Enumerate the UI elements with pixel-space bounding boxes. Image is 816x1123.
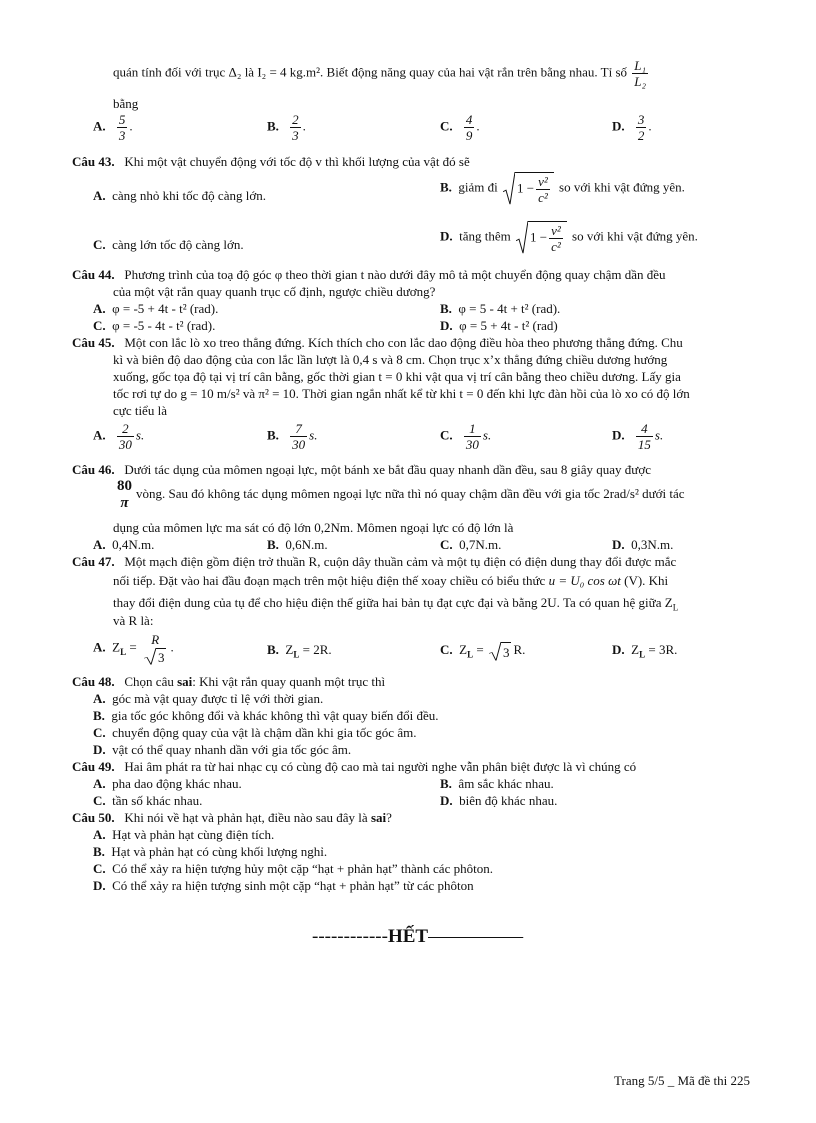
q49-option-c xyxy=(93,792,202,809)
question-text: nối tiếp. Đặt vào hai đầu đoạn mạch trên một hiệu điện thế xoay chiều có biểu thức xyxy=(113,573,546,588)
q42-intro-line xyxy=(113,58,650,89)
q45-line3: xuống, gốc tọa độ tại vị trí cân bằng, gốc thời gian t = 0 khi vật qua vị trí cân bằng theo chiều dương. Lấy gia xyxy=(113,369,681,384)
option-label: B. xyxy=(440,179,452,195)
q49-option-a xyxy=(93,775,242,792)
option-label: A. xyxy=(93,691,106,706)
question-number: Câu 43. xyxy=(72,154,115,169)
frac-num: 5 xyxy=(118,112,126,127)
question-text: (V). Khi xyxy=(624,573,669,588)
q43-option-d xyxy=(440,221,698,254)
unit: s. xyxy=(135,427,145,443)
q45-option-d xyxy=(612,421,663,452)
end-dash-left: ------------ xyxy=(312,926,388,947)
q45-a-fraction xyxy=(117,421,134,452)
question-number: Câu 48. xyxy=(72,674,115,689)
option-text: chuyển động quay của vật là chậm dần khi gia tốc góc âm. xyxy=(112,725,417,740)
option-label: B. xyxy=(267,118,279,134)
q42-a-fraction xyxy=(117,112,128,143)
unit: s. xyxy=(482,427,492,443)
q45-b-fraction xyxy=(290,421,307,452)
option-text: Hạt và phản hạt có cùng khối lượng nghỉ. xyxy=(111,844,328,859)
q46-80-over-pi xyxy=(115,478,134,512)
frac-num: 7 xyxy=(295,421,302,436)
option-text: vật có thể quay nhanh dần với gia tốc góc âm. xyxy=(112,742,352,757)
q42-ratio-den: L₂ xyxy=(634,74,647,89)
frac-dot: . xyxy=(648,118,652,134)
frac-den: 30 xyxy=(118,437,132,452)
frac-dot: . xyxy=(476,118,480,134)
option-text: Hạt và phản hạt cùng điện tích. xyxy=(112,827,275,842)
option-label: B. xyxy=(93,708,105,723)
q45-option-b xyxy=(267,421,317,452)
q50-option-c xyxy=(93,860,493,877)
q49-option-b xyxy=(440,775,554,792)
subscript: L xyxy=(467,649,474,660)
q42-option-b xyxy=(267,112,306,143)
q44-stem xyxy=(72,266,666,283)
zl-symbol: Z xyxy=(112,639,121,655)
option-text: pha dao động khác nhau. xyxy=(112,776,242,791)
frac-den: c² xyxy=(551,239,561,254)
option-text: 0,7N.m. xyxy=(459,537,502,552)
frac-num: 2 xyxy=(292,112,299,127)
option-text: φ = 5 + 4t - t² (rad) xyxy=(459,318,558,333)
root-one: 1 − xyxy=(517,180,535,196)
question-text: Hai âm phát ra từ hai nhạc cụ có cùng độ cao mà tai người nghe vẫn phân biệt được là vì chúng có xyxy=(124,759,637,774)
voltage-formula: u = U₀ cos ωt xyxy=(548,573,621,588)
frac-num: 3 xyxy=(637,112,645,127)
subscript: L xyxy=(120,646,127,657)
frac-den: c² xyxy=(538,190,548,205)
q47-option-d xyxy=(612,641,677,664)
option-text: R. xyxy=(513,642,526,657)
frac-den: 30 xyxy=(292,437,306,452)
option-label: A. xyxy=(93,427,106,443)
q44-option-d xyxy=(440,317,558,334)
q42-b-fraction xyxy=(290,112,301,143)
q42-intro: quán tính đối với trục Δ₂ là I₂ = 4 kg.m². Biết động năng quay của hai vật rắn trên bằng nhau. Tỉ số xyxy=(113,64,628,80)
q45-c-fraction xyxy=(464,421,481,452)
frac-num: v² xyxy=(538,174,548,189)
q43-option-c xyxy=(93,236,244,253)
option-label: B. xyxy=(440,776,452,791)
q42-d-fraction xyxy=(636,112,647,143)
q47-line2 xyxy=(113,572,668,589)
q47-line4: và R là: xyxy=(113,613,154,628)
q47-option-a xyxy=(93,632,174,665)
option-label: C. xyxy=(440,642,453,657)
option-label: D. xyxy=(612,642,625,657)
q42-tail: bằng xyxy=(113,96,139,111)
q46-option-c xyxy=(440,536,501,553)
emphasis: sai xyxy=(177,674,193,689)
option-text: tần số khác nhau. xyxy=(112,793,203,808)
q44-stem-line2: của một vật rắn quay quanh trục cố định, ngược chiều dương? xyxy=(113,284,436,299)
q46-line3: dụng của mômen lực ma sát có độ lớn 0,2Nm. Mômen ngoại lực có độ lớn là xyxy=(113,520,514,535)
frac-num: 4 xyxy=(465,112,473,127)
sqrt-expression xyxy=(503,172,554,205)
frac-dot: . xyxy=(302,118,306,134)
q49-option-d xyxy=(440,792,557,809)
question-number: Câu 50. xyxy=(72,810,115,825)
option-label: B. xyxy=(93,844,105,859)
option-text: = 2R. xyxy=(299,642,332,657)
option-text: góc mà vật quay được tỉ lệ với thời gian. xyxy=(112,691,324,706)
v2-over-c2 xyxy=(549,223,563,254)
question-number: Câu 45. xyxy=(72,335,115,350)
option-label: B. xyxy=(267,427,279,443)
q48-option-d xyxy=(93,741,351,758)
q49-stem xyxy=(72,758,636,775)
q44-option-b xyxy=(440,300,560,317)
question-number: Câu 44. xyxy=(72,267,115,282)
q50-option-d xyxy=(93,877,474,894)
q44-option-c xyxy=(93,317,215,334)
option-label: D. xyxy=(440,793,453,808)
question-number: Câu 47. xyxy=(72,554,115,569)
equals: = xyxy=(126,639,140,655)
option-text: giảm đi xyxy=(458,179,498,195)
subscript: L xyxy=(293,649,300,660)
q50-stem xyxy=(72,809,392,826)
option-text: gia tốc góc không đổi và khác không thì vật quay biến đổi đều. xyxy=(111,708,439,723)
frac-num: 80 xyxy=(117,478,132,494)
option-text: φ = -5 - 4t - t² (rad). xyxy=(112,318,216,333)
q48-option-a xyxy=(93,690,323,707)
q46-option-b xyxy=(267,536,328,553)
option-label: B. xyxy=(440,301,452,316)
question-text: ? xyxy=(386,810,392,825)
frac-num: v² xyxy=(551,223,561,238)
option-label: D. xyxy=(612,118,625,134)
question-text: Chọn câu xyxy=(124,674,174,689)
subscript: L xyxy=(672,602,679,613)
q42-option-a xyxy=(93,112,133,143)
option-text: tăng thêm xyxy=(459,228,511,244)
option-text: 0,4N.m. xyxy=(112,537,155,552)
unit: s. xyxy=(654,427,664,443)
radical-sign-icon xyxy=(489,642,501,661)
r-over-sqrt3 xyxy=(142,632,169,665)
end-dash-right: ――――― xyxy=(428,926,524,947)
option-label: C. xyxy=(440,427,453,443)
end-marker xyxy=(312,928,523,945)
frac-den: 30 xyxy=(465,437,479,452)
v2-over-c2 xyxy=(536,174,550,205)
q48-option-b xyxy=(93,707,439,724)
option-label: D. xyxy=(612,427,625,443)
frac-dot: . xyxy=(170,639,174,655)
frac-den: 3 xyxy=(292,128,299,143)
page-footer: Trang 5/5 _ Mã đề thi 225 xyxy=(614,1073,751,1088)
option-label: A. xyxy=(93,776,106,791)
option-text: càng nhỏ khi tốc độ càng lớn. xyxy=(112,188,266,203)
sqrt-expression xyxy=(144,648,167,665)
q45-option-c xyxy=(440,421,491,452)
frac-num: R xyxy=(151,632,160,647)
root-one: 1 − xyxy=(530,229,548,245)
q48-option-c xyxy=(93,724,416,741)
q46-stem xyxy=(72,461,651,478)
q47-option-c xyxy=(440,641,525,664)
option-text: = 3R. xyxy=(645,642,678,657)
q45-line2: kì và biên độ dao động của con lắc lần lượt là 0,4 s và 8 cm. Chọn trục x’x thẳng đứng chiều dương hướng xyxy=(113,352,668,367)
option-label: D. xyxy=(93,878,106,893)
radical-sign-icon xyxy=(144,648,156,665)
q45-option-a xyxy=(93,421,144,452)
end-word: HẾT xyxy=(387,926,429,947)
q45-stem xyxy=(72,334,683,351)
root-value: 3 xyxy=(157,649,165,665)
frac-den: 3 xyxy=(118,128,126,143)
q42-c-fraction xyxy=(464,112,475,143)
subscript: L xyxy=(639,649,646,660)
option-text: 0,3N.m. xyxy=(631,537,674,552)
option-label: C. xyxy=(93,725,106,740)
sqrt-expression xyxy=(516,221,567,254)
frac-den: π xyxy=(120,495,129,511)
q47-line3 xyxy=(113,594,678,617)
option-text: Có thể xảy ra hiện tượng hủy một cặp “hạt + phản hạt” thành các phôton. xyxy=(112,861,493,876)
option-text: 0,6N.m. xyxy=(285,537,328,552)
question-text: thay đổi điện dung của tụ để cho hiệu điện thế giữa hai bản tụ đạt cực đại và bằng 2U. Ta có quan hệ giữa Z xyxy=(113,595,673,610)
sqrt-expression xyxy=(489,642,512,661)
root-value: 3 xyxy=(501,642,512,661)
option-label: C. xyxy=(93,237,106,252)
frac-den: 15 xyxy=(637,437,651,452)
frac-den: 9 xyxy=(465,128,473,143)
option-label: D. xyxy=(93,742,106,757)
q44-option-a xyxy=(93,300,218,317)
question-text: Một mạch điện gồm điện trở thuần R, cuộn dây thuần cảm và một tụ điện có điện dung thay đổi được mắc xyxy=(124,554,677,569)
frac-num: 2 xyxy=(122,421,129,436)
option-label: A. xyxy=(93,537,106,552)
q45-d-fraction xyxy=(636,421,653,452)
q48-stem xyxy=(72,673,385,690)
option-text: so với khi vật đứng yên. xyxy=(572,228,698,244)
q45-line4: tốc rơi tự do g = 10 m/s² và π² = 10. Thời gian ngắn nhất kể từ khi t = 0 đến khi lực đàn hồi của lò xo có độ lớn xyxy=(113,386,690,401)
option-label: D. xyxy=(612,537,625,552)
q42-ratio-fraction xyxy=(632,58,648,89)
zl-symbol: Z xyxy=(631,642,640,657)
q50-option-a xyxy=(93,826,274,843)
option-label: D. xyxy=(440,228,453,244)
option-text: càng lớn tốc độ càng lớn. xyxy=(112,237,244,252)
zl-symbol: Z xyxy=(285,642,294,657)
option-text: âm sắc khác nhau. xyxy=(458,776,554,791)
option-label: C. xyxy=(440,118,453,134)
option-text: so với khi vật đứng yên. xyxy=(559,179,685,195)
q46-line2 xyxy=(113,478,685,512)
option-label: D. xyxy=(440,318,453,333)
question-text: Phương trình của toạ độ góc φ theo thời gian t nào dưới đây mô tả một chuyển động quay chậm dần đều xyxy=(124,267,666,282)
q47-option-b xyxy=(267,641,332,664)
option-label: C. xyxy=(93,318,106,333)
emphasis: sai xyxy=(370,810,387,825)
question-number: Câu 46. xyxy=(72,462,115,477)
question-text: vòng. Sau đó không tác dụng mômen ngoại lực nữa thì nó quay chậm dần đều với gia tốc 2rad/s² dưới tác xyxy=(136,485,685,501)
option-label: C. xyxy=(440,537,453,552)
frac-num: 1 xyxy=(469,421,476,436)
q45-line5: cực tiểu là xyxy=(113,403,167,418)
zl-symbol: Z xyxy=(459,642,468,657)
question-text: : Khi vật rắn quay quanh một trục thì xyxy=(192,674,386,689)
question-text: Dưới tác dụng của mômen ngoại lực, một bánh xe bắt đầu quay nhanh dần đều, sau 8 giây quay được xyxy=(124,462,651,477)
frac-dot: . xyxy=(129,118,133,134)
unit: s. xyxy=(309,427,318,443)
option-label: C. xyxy=(93,861,106,876)
option-label: C. xyxy=(93,793,106,808)
q46-option-a xyxy=(93,536,154,553)
radical-sign-icon xyxy=(503,172,515,205)
question-text: Một con lắc lò xo treo thẳng đứng. Kích thích cho con lắc dao động điều hòa theo phương thẳng đứng. Chu xyxy=(124,335,683,350)
q42-option-c xyxy=(440,112,480,143)
q43-option-a xyxy=(93,187,266,204)
equals: = xyxy=(473,642,487,657)
q42-option-d xyxy=(612,112,652,143)
option-text: φ = 5 - 4t + t² (rad). xyxy=(458,301,561,316)
option-text: φ = -5 + 4t - t² (rad). xyxy=(112,301,219,316)
option-label: B. xyxy=(267,537,279,552)
q50-option-b xyxy=(93,843,327,860)
option-label: A. xyxy=(93,639,106,655)
option-text: Có thể xảy ra hiện tượng sinh một cặp “hạt + phản hạt” từ các phôton xyxy=(112,878,474,893)
option-label: A. xyxy=(93,188,106,203)
question-text: Khi một vật chuyển động với tốc độ v thì khối lượng của vật đó sẽ xyxy=(124,154,470,169)
option-text: biên độ khác nhau. xyxy=(459,793,558,808)
question-text: Khi nói về hạt và phản hạt, điều nào sau đây là xyxy=(124,810,368,825)
option-label: A. xyxy=(93,827,106,842)
q43-stem xyxy=(72,153,470,170)
option-label: B. xyxy=(267,642,279,657)
frac-den: 2 xyxy=(637,128,645,143)
radical-sign-icon xyxy=(516,221,528,254)
q43-option-b xyxy=(440,172,685,205)
q46-option-d xyxy=(612,536,673,553)
option-label: A. xyxy=(93,301,106,316)
frac-num: 4 xyxy=(641,421,648,436)
q47-stem xyxy=(72,553,676,570)
question-number: Câu 49. xyxy=(72,759,115,774)
option-label: A. xyxy=(93,118,106,134)
q42-ratio-num: L₁ xyxy=(634,58,647,73)
